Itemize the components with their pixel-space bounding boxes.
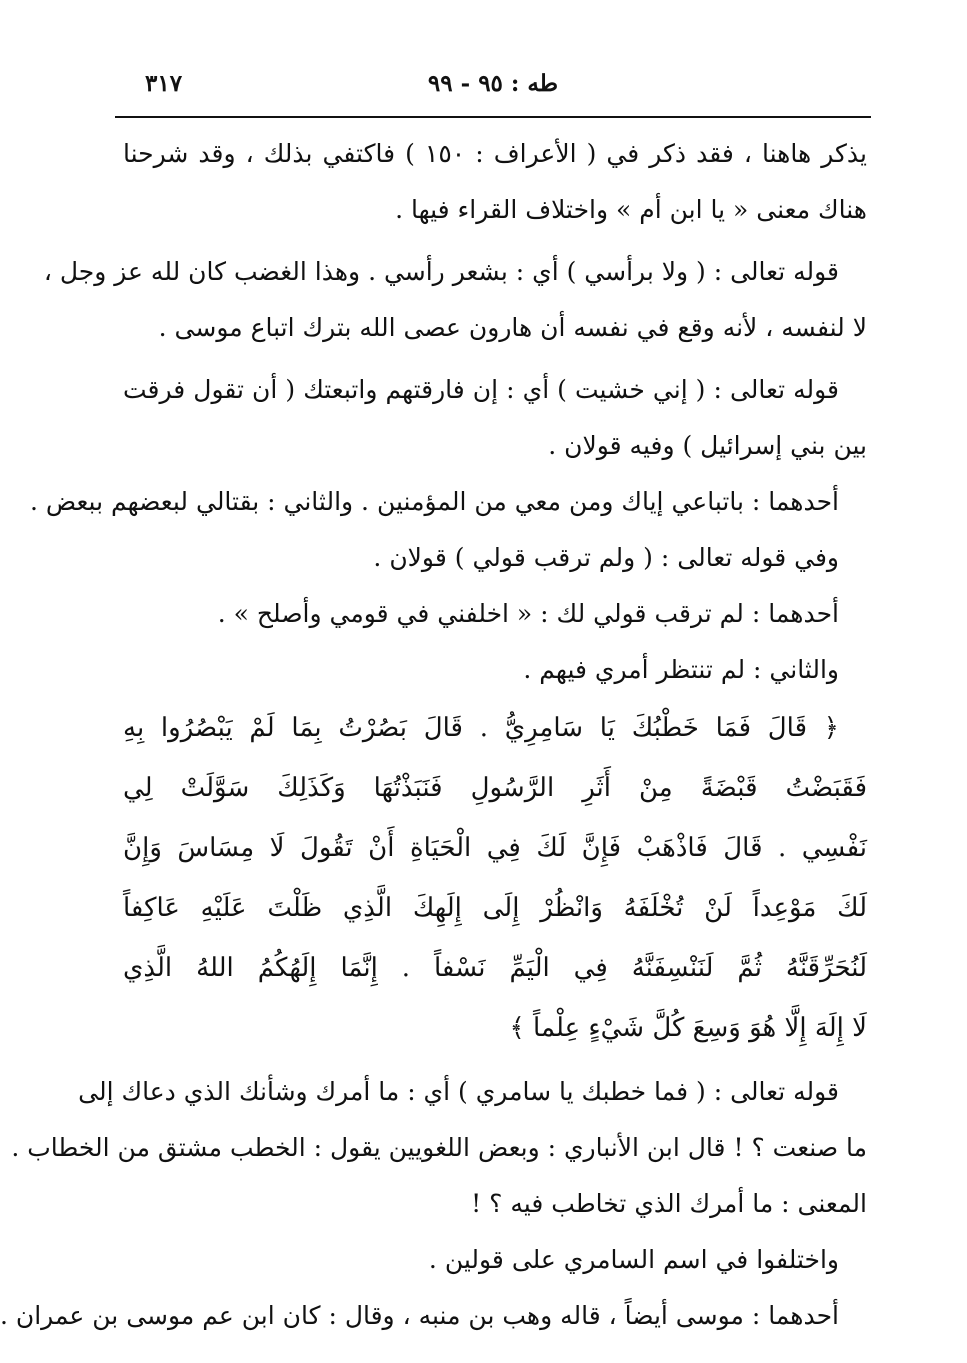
text-line: واختلفوا في اسم السامري على قولين . (428, 1245, 839, 1274)
text-line: أحدهما : موسى أيضاً ، قاله وهب بن منبه ، وقال : كان ابن عم موسى بن عمران . (0, 1301, 839, 1330)
quran-verse-line: لَا إِلَهَ إِلَّا هُوَ وَسِعَ كُلَّ شَيْءٍ عِلْماً ﴾ (509, 1013, 867, 1043)
header-rule (115, 116, 871, 118)
text-line: قوله تعالى : ( إني خشيت ) أي : إن فارقتهم واتبعتك ( أن تقول فرقت (123, 375, 839, 404)
text-line: قوله تعالى : ( فما خطبك يا سامري ) أي : ما أمرك وشأنك الذي دعاك إلى (78, 1077, 839, 1106)
quran-verse-line: فَقَبَضْتُ قَبْضَةً مِنْ أَثَرِ الرَّسُولِ فَنَبَذْتُهَا وَكَذَلِكَ سَوَّلَتْ لِي (123, 773, 867, 803)
text-line: أحدهما : لم ترقب قولي لك : « اخلفني في قومي وأصلح » . (217, 599, 839, 628)
running-title: طه : ٩٥ - ٩٩ (427, 70, 559, 97)
text-line: قوله تعالى : ( ولا برأسي ) أي : بشعر رأسي . وهذا الغضب كان لله عز وجل ، (43, 257, 839, 286)
page-header (115, 70, 871, 110)
text-line: هناك معنى « يا ابن أم » واختلاف القراء فيها . (395, 195, 867, 224)
text-line: بين بني إسرائيل ) وفيه قولان . (548, 431, 867, 460)
quran-verse-line: ﴿ قَالَ فَمَا خَطْبُكَ يَا سَامِرِيُّ . قَالَ بَصُرْتُ بِمَا لَمْ يَبْصُرُوا بِهِ (123, 713, 839, 743)
text-line: والثاني : لم تنتظر أمري فيهم . (523, 655, 839, 684)
quran-verse-line: نَفْسِي . قَالَ فَاذْهَبْ فَإِنَّ لَكَ فِي الْحَيَاةِ أَنْ تَقُولَ لَا مِسَاسَ وَإِنَّ (123, 833, 867, 863)
text-line: يذكر هاهنا ، فقد ذكر في ( الأعراف : ١٥٠ ) فاكتفي بذلك ، وقد شرحنا (123, 139, 867, 168)
quran-verse-line: لَنُحَرِّقَنَّهُ ثُمَّ لَنَنْسِفَنَّهُ فِي الْيَمِّ نَسْفاً . إِنَّمَا إِلَهُكُمُ اللهُ الَّذِي (123, 953, 867, 983)
page-body (0, 126, 867, 1344)
text-line: ما صنعت ؟ ! قال ابن الأنباري : وبعض اللغويين يقول : الخطب مشتق من الخطاب . (11, 1133, 867, 1162)
text-line: أحدهما : باتباعي إياك ومن معي من المؤمنين . والثاني : بقتالي لبعضهم ببعض . (29, 487, 839, 516)
quran-verse-line: لَكَ مَوْعِداً لَنْ تُخْلَفَهُ وَانْظُرْ إِلَى إِلَهِكَ الَّذِي ظَلْتَ عَلَيْهِ عَاكِفاً (123, 893, 867, 923)
text-line: المعنى : ما أمرك الذي تخاطب فيه ؟ ! (471, 1189, 867, 1218)
text-line: لا لنفسه ، لأنه وقع في نفسه أن هارون عصى الله بترك اتباع موسى . (158, 313, 867, 342)
page-number: ٣١٧ (145, 70, 183, 97)
text-line: وفي قوله تعالى : ( ولم ترقب قولي ) قولان . (373, 543, 839, 572)
